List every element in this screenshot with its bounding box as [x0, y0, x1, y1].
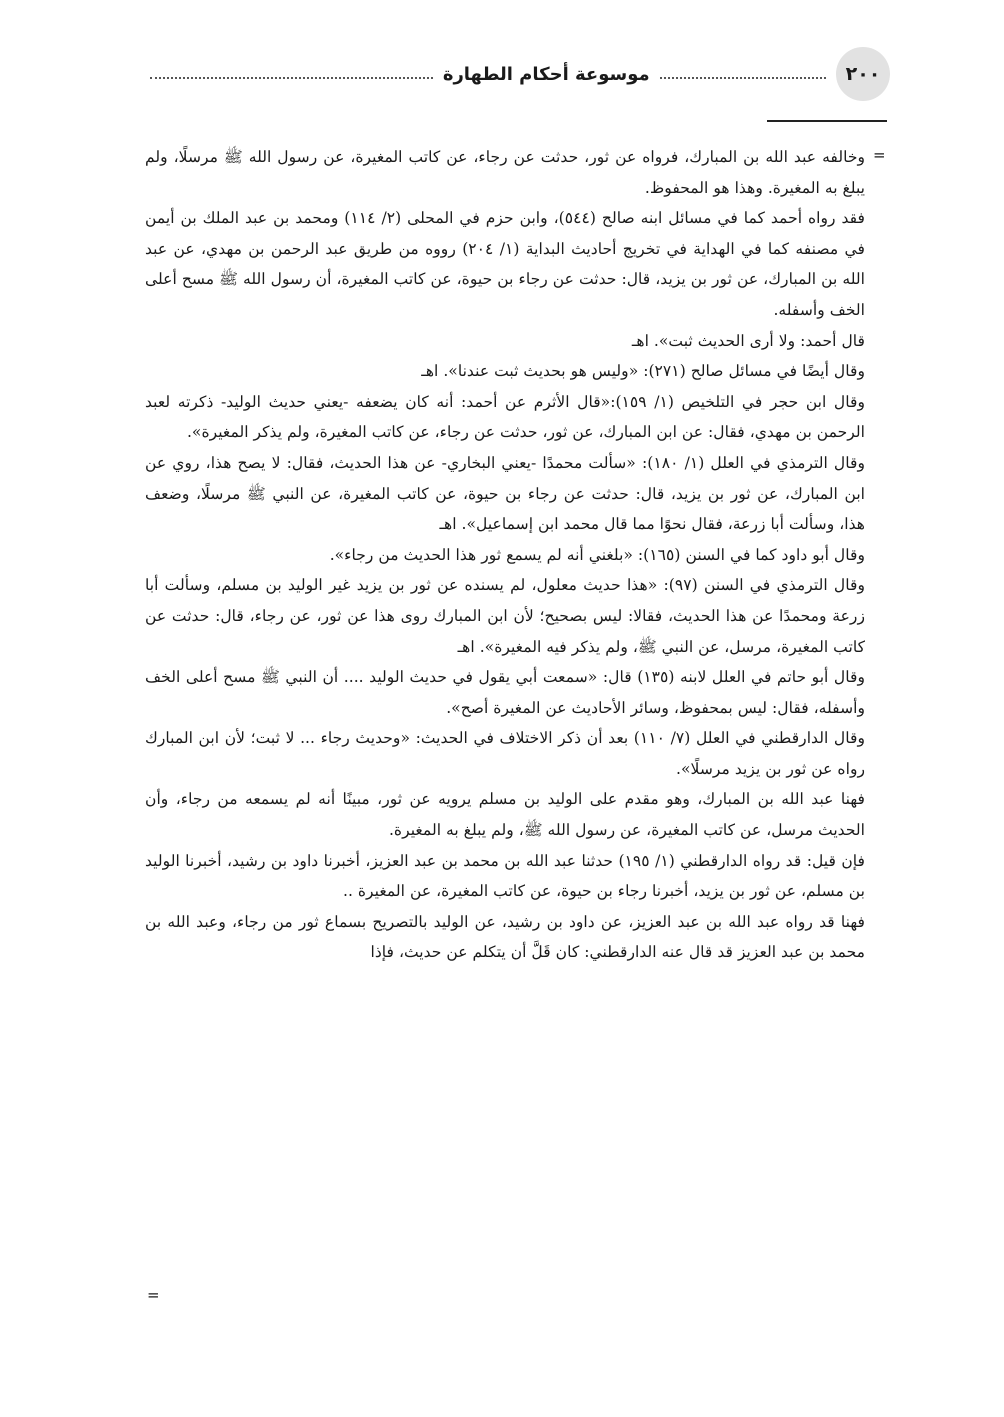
paragraph: فقد رواه أحمد كما في مسائل ابنه صالح (٥٤٤)، وابن حزم في المحلى (٢/ ١١٤) ومحمد بن عبد الملك بن أيمن في مصنفه كما في الهداية في تخريج أحاديث البداية (١/ ٢٠٤) رووه من طريق عبد الرحمن بن مهدي، عن عبد الله بن المبارك، عن ثور بن يزيد، قال: حدثت عن رجاء بن حيوة، عن كاتب المغيرة، أن رسول الله ﷺ مسح أعلى الخف وأسفله.	[145, 209, 865, 319]
paragraph: فإن قيل: قد رواه الدارقطني (١/ ١٩٥) حدثنا عبد الله بن محمد بن عبد العزيز، أخبرنا داود بن رشيد، أخبرنا الوليد بن مسلم، عن ثور بن يزيد، أخبرنا رجاء بن حيوة، عن كاتب المغيرة، عن المغيرة ..	[145, 851, 865, 901]
footnote-separator-rule	[767, 120, 887, 122]
paragraph: وقال أيضًا في مسائل صالح (٢٧١): «وليس هو بحديث ثبت عندنا». اهـ	[421, 362, 865, 381]
page-header	[140, 46, 890, 102]
header-dotted-leader-left	[150, 77, 433, 79]
paragraph: وقال أبو داود كما في السنن (١٦٥): «بلغني أنه لم يسمع ثور هذا الحديث من رجاء».	[329, 545, 865, 564]
continued-from-mark: =	[873, 146, 886, 164]
paragraph: فهنا عبد الله بن المبارك، وهو مقدم على الوليد بن مسلم يرويه عن ثور، مبينًا أنه لم يسمعه من رجاء، وأن الحديث مرسل، عن كاتب المغيرة، عن رسول الله ﷺ، ولم يبلغ به المغيرة.	[145, 790, 865, 840]
paragraph: وخالفه عبد الله بن المبارك، فرواه عن ثور، حدثت عن رجاء، عن كاتب المغيرة، عن رسول الله ﷺ مرسلًا، ولم يبلغ به المغيرة. وهذا هو المحفوظ.	[145, 148, 865, 197]
paragraph: وقال الترمذي في السنن (٩٧): «هذا حديث معلول، لم يسنده عن ثور بن يزيد غير الوليد بن مسلم، وسألت أبا زرعة ومحمدًا عن هذا الحديث، فقالا: ليس بصحيح؛ لأن ابن المبارك روى هذا عن ثور، عن رجاء، قال: حدثت عن كاتب المغيرة، مرسل، عن النبي ﷺ، ولم يذكر فيه المغيرة». اهـ	[145, 576, 865, 656]
header-dotted-leader-right	[660, 77, 826, 79]
paragraph: فهنا قد رواه عبد الله بن عبد العزيز، عن داود بن رشيد، عن الوليد بالتصريح بسماع ثور من رجاء، وعبد الله بن محمد بن عبد العزيز قد قال عنه الدارقطني: كان قَلَّ أن يتكلم عن حديث، فإذا	[145, 912, 865, 962]
paragraph: وقال الدارقطني في العلل (٧/ ١١٠) بعد أن ذكر الاختلاف في الحديث: «وحديث رجاء ... لا ثبت؛ لأن ابن المبارك رواه عن ثور بن يزيد مرسلًا».	[145, 729, 865, 778]
paragraph: وقال ابن حجر في التلخيص (١/ ١٥٩):«قال الأثرم عن أحمد: أنه كان يضعفه -يعني حديث الوليد- ذكرته لعبد الرحمن بن مهدي، فقال: عن ابن المبارك، عن ثور، حدثت عن رجاء، عن كاتب المغيرة، ولم يذكر المغيرة».	[145, 392, 865, 442]
page-number: ٢٠٠	[836, 47, 890, 101]
paragraph: وقال الترمذي في العلل (١/ ١٨٠): «سألت محمدًا -يعني البخاري- عن هذا الحديث، فقال: لا يصح هذا، روي عن ابن المبارك، عن ثور بن يزيد، قال: حدثت عن رجاء بن حيوة، عن كاتب المغيرة، عن النبي ﷺ مرسلًا، وضعف هذا، وسألت أبا زرعة، فقال نحوًا مما قال محمد ابن إسماعيل». اهـ	[145, 453, 865, 534]
book-title: موسوعة أحكام الطهارة	[442, 63, 650, 85]
paragraph: وقال أبو حاتم في العلل لابنه (١٣٥) قال: «سمعت أبي يقول في حديث الوليد .... أن النبي ﷺ مسح أعلى الخف وأسفله، فقال: ليس بمحفوظ، وسائر الأحاديث عن المغيرة أصح».	[145, 668, 865, 717]
continued-to-mark: =	[147, 1286, 160, 1304]
paragraph: قال أحمد: ولا أرى الحديث ثبت». اهـ	[631, 331, 865, 350]
footnote-text	[145, 142, 865, 968]
